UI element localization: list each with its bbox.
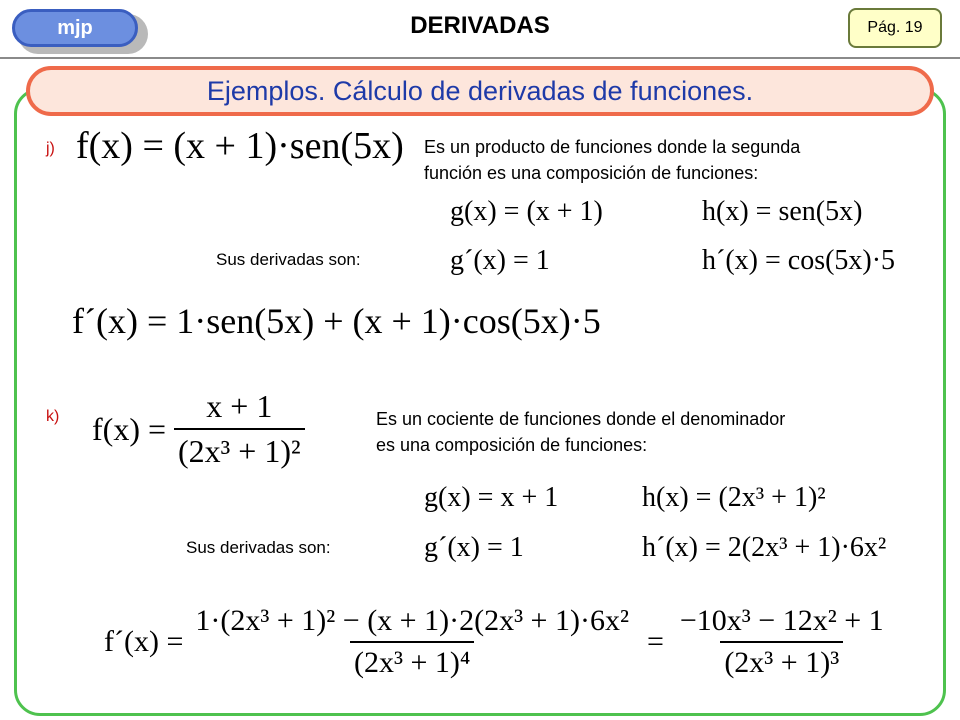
example-k-fraction xyxy=(174,388,305,470)
example-j-h: h(x) = sen(5x) xyxy=(702,196,863,227)
example-k-g-prime: g´(x) = 1 xyxy=(424,532,524,563)
example-k-result-lhs: f´(x) = xyxy=(104,625,184,658)
example-k-numerator: x + 1 xyxy=(206,388,273,424)
logo-badge: mjp xyxy=(12,9,138,47)
example-j-result: f´(x) = 1·sen(5x) + (x + 1)·cos(5x)·5 xyxy=(72,301,601,341)
example-k-function xyxy=(92,388,305,470)
example-k-derivatives-label: Sus derivadas son: xyxy=(186,538,331,557)
example-j-g: g(x) = (x + 1) xyxy=(450,196,603,227)
example-j-explanation xyxy=(424,134,800,186)
example-k-h: h(x) = (2x³ + 1)² xyxy=(642,482,826,513)
example-k-simplified-denominator: (2x³ + 1)³ xyxy=(720,641,843,680)
example-j-g-prime: g´(x) = 1 xyxy=(450,245,550,276)
example-k-simplified-numerator: −10x³ − 12x² + 1 xyxy=(679,604,884,637)
section-title: Ejemplos. Cálculo de derivadas de funciones. xyxy=(26,66,934,116)
document-title: DERIVADAS xyxy=(410,12,550,39)
example-k-explanation-line1: Es un cociente de funciones donde el denominador xyxy=(376,409,786,429)
example-j-explanation-line2: función es una composición de funciones: xyxy=(424,163,759,183)
example-k-result-denominator: (2x³ + 1)⁴ xyxy=(350,641,474,680)
example-k-simplified-fraction xyxy=(676,604,888,680)
example-j-function: f(x) = (x + 1)·sen(5x) xyxy=(76,125,404,167)
example-j-label: j) xyxy=(46,140,55,157)
example-k-result xyxy=(104,604,888,680)
example-k-denominator: (2x³ + 1)² xyxy=(174,428,305,470)
example-k-explanation xyxy=(376,406,785,458)
example-j-h-prime: h´(x) = cos(5x)·5 xyxy=(702,245,896,276)
example-k-h-prime: h´(x) = 2(2x³ + 1)·6x² xyxy=(642,532,887,563)
page-number: Pág. 19 xyxy=(848,8,942,48)
example-k-result-fraction xyxy=(191,604,633,680)
example-j-derivatives-label: Sus derivadas son: xyxy=(216,250,361,269)
example-j-explanation-line1: Es un producto de funciones donde la segunda xyxy=(424,137,801,157)
example-k-function-lhs: f(x) = xyxy=(92,410,167,447)
example-k-g: g(x) = x + 1 xyxy=(424,482,559,513)
example-k-result-numerator: 1·(2x³ + 1)² − (x + 1)·2(2x³ + 1)·6x² xyxy=(195,604,629,637)
example-k-equals: = xyxy=(646,625,664,658)
example-k-label: k) xyxy=(46,408,60,425)
example-k-explanation-line2: es una composición de funciones: xyxy=(376,435,648,455)
